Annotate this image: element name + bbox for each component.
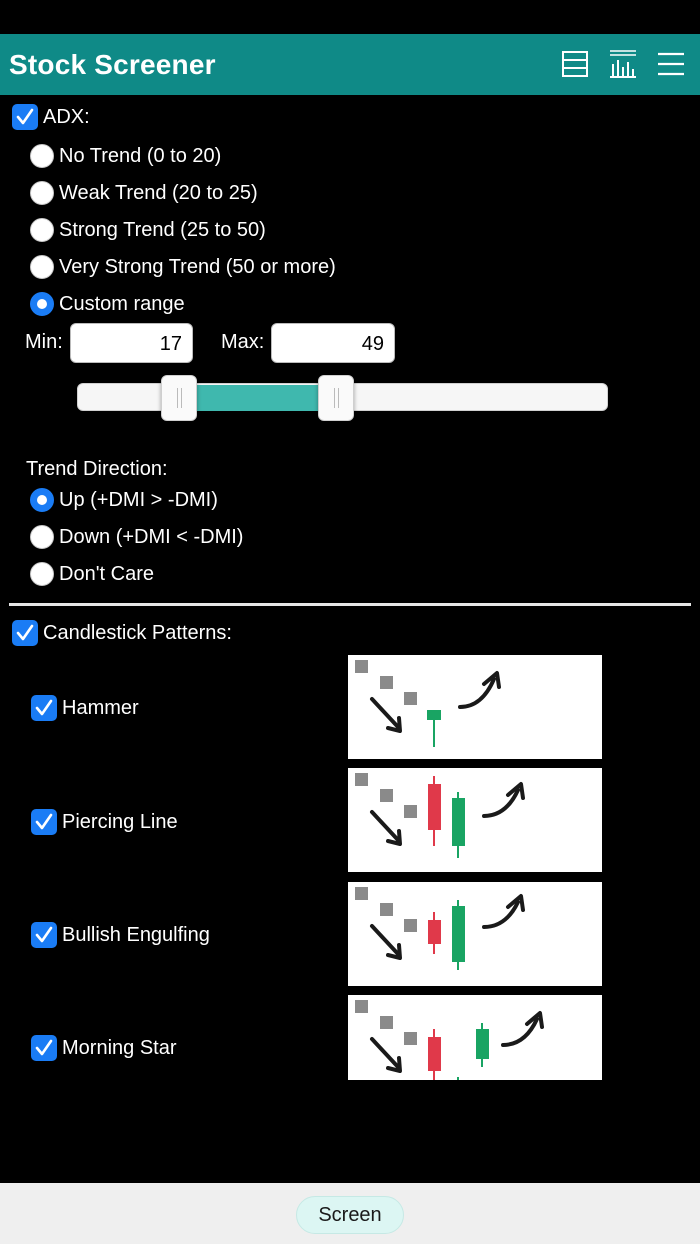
- adx-option-label: No Trend (0 to 20): [59, 144, 222, 167]
- bullish-engulfing-pattern-image: [348, 882, 602, 986]
- adx-option-strong-trend[interactable]: [30, 218, 266, 242]
- pattern-checkbox[interactable]: [31, 1035, 57, 1061]
- adx-checkbox[interactable]: [12, 104, 38, 130]
- chart-view-icon[interactable]: [608, 48, 638, 80]
- slider-max-handle[interactable]: [318, 375, 354, 421]
- pattern-piercing-line-row[interactable]: [31, 809, 178, 835]
- trend-option-label: Down (+DMI < -DMI): [59, 525, 244, 548]
- adx-option-label: Custom range: [59, 292, 185, 315]
- screen-button[interactable]: Screen: [296, 1196, 404, 1234]
- section-divider: [9, 603, 691, 606]
- candlestick-label: Candlestick Patterns:: [43, 621, 232, 644]
- pattern-label: Hammer: [62, 696, 139, 719]
- adx-option-weak-trend[interactable]: [30, 181, 258, 205]
- adx-option-custom-range[interactable]: [30, 292, 185, 316]
- pattern-morning-star-row[interactable]: [31, 1035, 177, 1061]
- pattern-checkbox[interactable]: [31, 922, 57, 948]
- adx-option-label: Strong Trend (25 to 50): [59, 218, 266, 241]
- checkmark-icon: [34, 698, 54, 718]
- trend-direction-label: Trend Direction:: [26, 458, 168, 480]
- slider-selected-range: [179, 385, 336, 411]
- pattern-label: Morning Star: [62, 1036, 177, 1059]
- candlestick-checkbox[interactable]: [12, 620, 38, 646]
- radio-button-selected[interactable]: [30, 292, 54, 316]
- pattern-bullish-engulfing-row[interactable]: [31, 922, 210, 948]
- adx-option-label: Very Strong Trend (50 or more): [59, 255, 336, 278]
- min-label: Min:: [25, 331, 63, 353]
- trend-option-down[interactable]: [30, 525, 243, 549]
- checkmark-icon: [34, 1038, 54, 1058]
- adx-label: ADX:: [43, 105, 90, 128]
- trend-option-label: Up (+DMI > -DMI): [59, 488, 218, 511]
- checkmark-icon: [15, 107, 35, 127]
- slider-min-handle[interactable]: [161, 375, 197, 421]
- pattern-checkbox[interactable]: [31, 695, 57, 721]
- app-title: Stock Screener: [9, 48, 216, 80]
- radio-button[interactable]: [30, 181, 54, 205]
- menu-icon[interactable]: [656, 48, 686, 80]
- status-bar: [0, 0, 700, 34]
- checkmark-icon: [15, 623, 35, 643]
- radio-button[interactable]: [30, 562, 54, 586]
- pattern-label: Piercing Line: [62, 810, 178, 833]
- morning-star-pattern-image: [348, 995, 602, 1080]
- min-input[interactable]: 17: [70, 323, 193, 363]
- table-view-icon[interactable]: [560, 48, 590, 80]
- pattern-label: Bullish Engulfing: [62, 923, 210, 946]
- pattern-hammer-row[interactable]: [31, 695, 139, 721]
- piercing-line-pattern-image: [348, 768, 602, 872]
- checkmark-icon: [34, 812, 54, 832]
- candlestick-checkbox-row[interactable]: [12, 620, 232, 646]
- trend-option-dont-care[interactable]: [30, 562, 154, 586]
- radio-button[interactable]: [30, 255, 54, 279]
- max-label: Max:: [221, 331, 265, 353]
- checkmark-icon: [34, 925, 54, 945]
- adx-option-no-trend[interactable]: [30, 144, 221, 168]
- adx-option-label: Weak Trend (20 to 25): [59, 181, 258, 204]
- max-input[interactable]: 49: [271, 323, 395, 363]
- app-header: [0, 34, 700, 95]
- adx-option-very-strong-trend[interactable]: [30, 255, 336, 279]
- hammer-pattern-image: [348, 655, 602, 759]
- radio-button[interactable]: [30, 525, 54, 549]
- trend-option-label: Don't Care: [59, 562, 154, 585]
- adx-checkbox-row[interactable]: [12, 104, 90, 130]
- pattern-checkbox[interactable]: [31, 809, 57, 835]
- trend-option-up[interactable]: [30, 488, 218, 512]
- radio-button[interactable]: [30, 144, 54, 168]
- radio-button[interactable]: [30, 218, 54, 242]
- radio-button-selected[interactable]: [30, 488, 54, 512]
